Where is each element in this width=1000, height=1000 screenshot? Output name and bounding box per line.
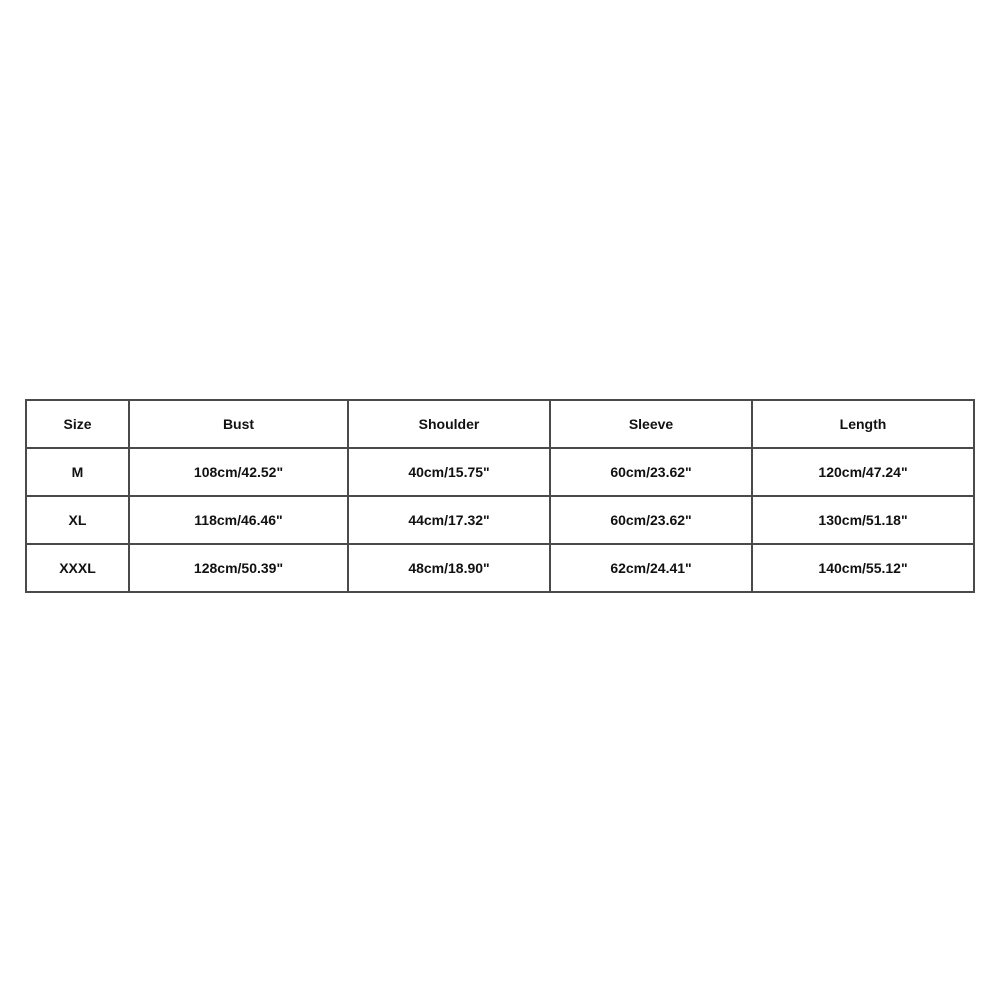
size-chart-header	[26, 400, 974, 448]
header-row	[26, 400, 974, 448]
size-chart-table	[25, 399, 975, 593]
bust-cell: 128cm/50.39"	[129, 544, 348, 592]
size-chart-body	[26, 448, 974, 592]
bust-cell: 108cm/42.52"	[129, 448, 348, 496]
table-row	[26, 544, 974, 592]
header-cell-length: Length	[752, 400, 974, 448]
header-cell-sleeve: Sleeve	[550, 400, 752, 448]
shoulder-cell: 40cm/15.75"	[348, 448, 550, 496]
shoulder-cell: 44cm/17.32"	[348, 496, 550, 544]
size-cell: XXXL	[26, 544, 129, 592]
sleeve-cell: 60cm/23.62"	[550, 448, 752, 496]
length-cell: 140cm/55.12"	[752, 544, 974, 592]
header-cell-shoulder: Shoulder	[348, 400, 550, 448]
shoulder-cell: 48cm/18.90"	[348, 544, 550, 592]
bust-cell: 118cm/46.46"	[129, 496, 348, 544]
sleeve-cell: 60cm/23.62"	[550, 496, 752, 544]
header-cell-size: Size	[26, 400, 129, 448]
table-row	[26, 448, 974, 496]
size-cell: XL	[26, 496, 129, 544]
size-cell: M	[26, 448, 129, 496]
sleeve-cell: 62cm/24.41"	[550, 544, 752, 592]
header-cell-bust: Bust	[129, 400, 348, 448]
length-cell: 130cm/51.18"	[752, 496, 974, 544]
table-row	[26, 496, 974, 544]
length-cell: 120cm/47.24"	[752, 448, 974, 496]
